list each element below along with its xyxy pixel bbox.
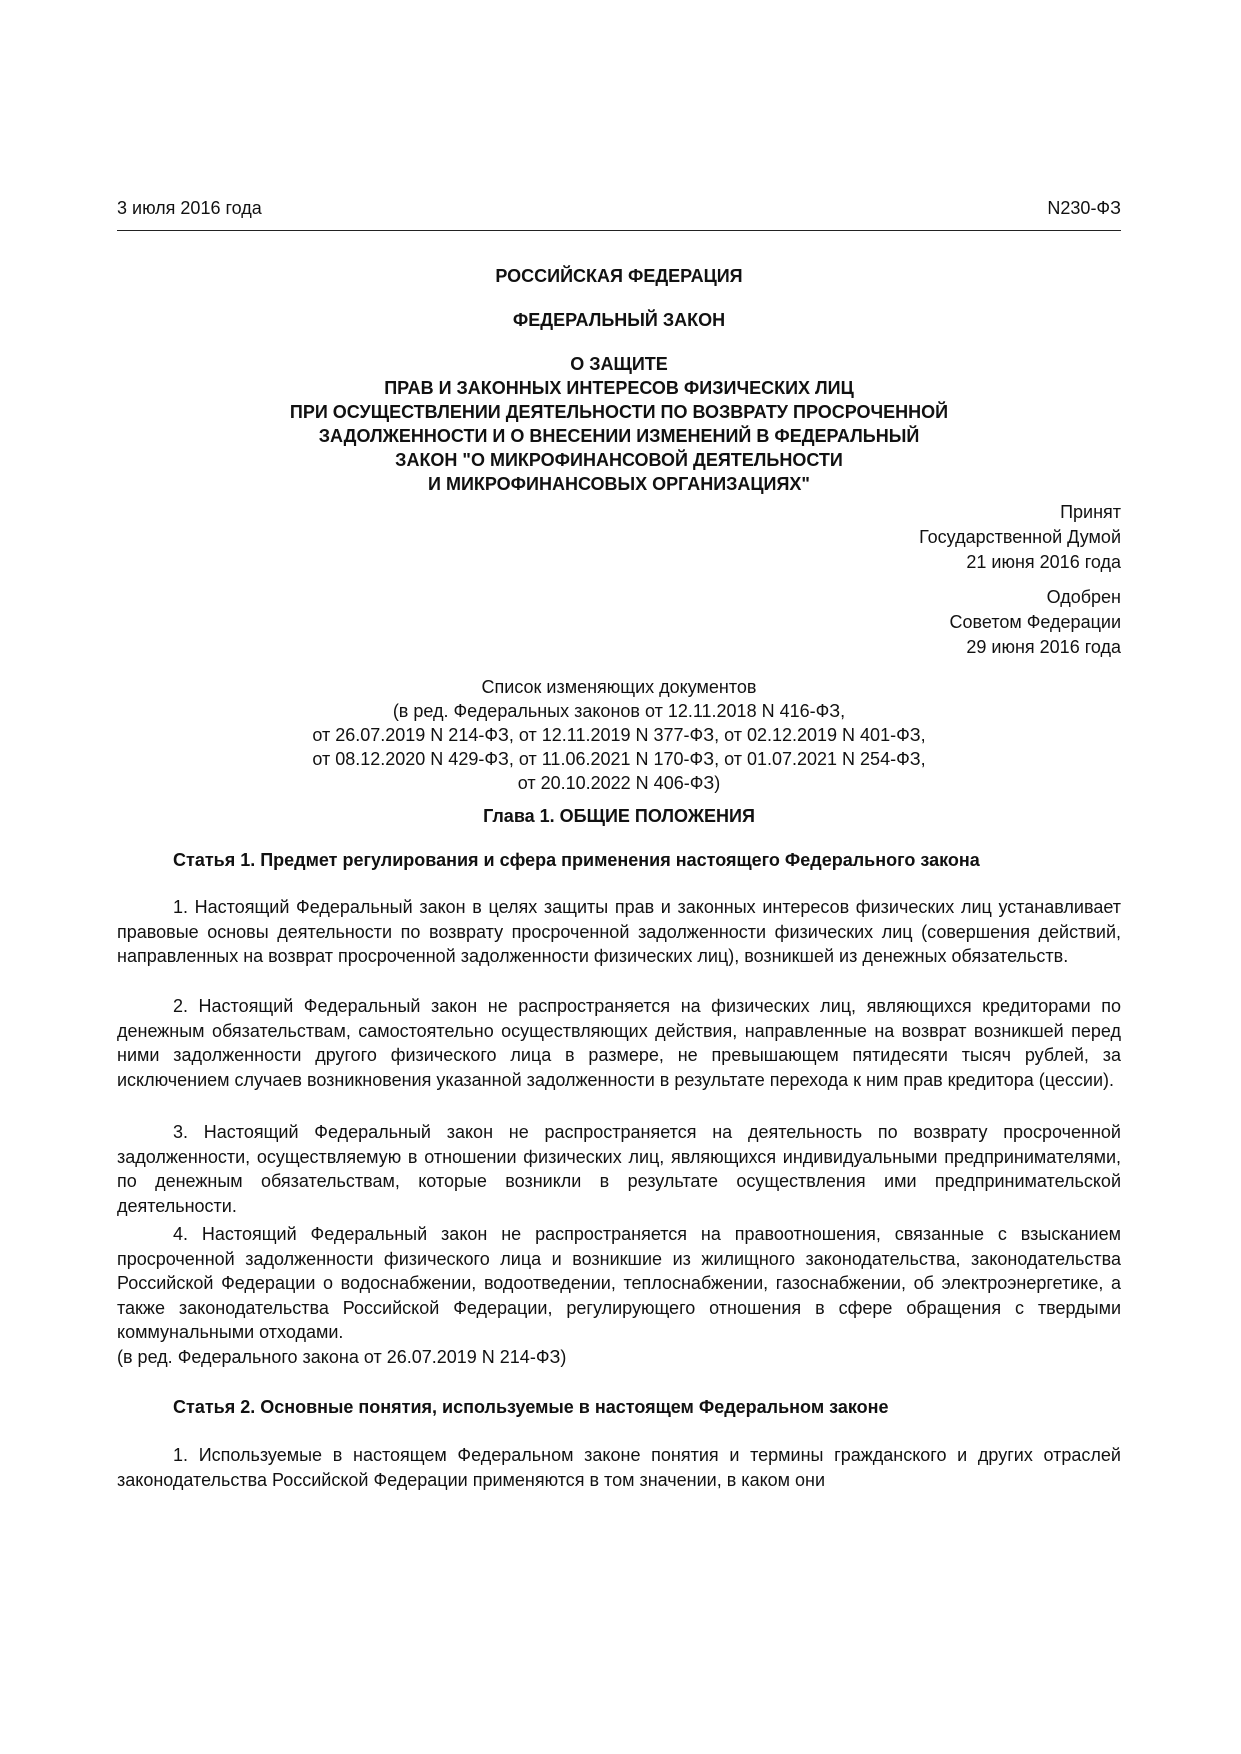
law-name-line: ЗАДОЛЖЕННОСТИ И О ВНЕСЕНИИ ИЗМЕНЕНИЙ В ФЕДЕРАЛЬНЫЙ [318,426,920,446]
country-title-text: РОССИЙСКАЯ ФЕДЕРАЦИЯ [495,266,743,286]
article2-paragraph-1: 1. Используемые в настоящем Федеральном законе понятия и термины гражданского и других отраслей законодательства Российской Федерации применяются в том значении, в каком они [117,1445,1121,1490]
doc-type-title [117,308,1121,333]
amendments-line: от 26.07.2019 N 214-ФЗ, от 12.11.2019 N 377-ФЗ, от 02.12.2019 N 401-ФЗ, [312,725,926,745]
amendments-line: Список изменяющих документов [481,677,757,697]
article1-paragraph-4: 4. Настоящий Федеральный закон не распространяется на правоотношения, связанные с взысканием просроченной задолженности физического лица и возникшие из жилищного законодательства, законодательства Российской Федерации о водоснабжении, водоотведении, теплоснабжении, газоснабжении, об электроэнергетике, а также законодательства Российской Федерации, регулирующего отношения в сфере обращения с твердыми коммунальными отходами. [117,1224,1121,1342]
law-name-line: О ЗАЩИТЕ [570,354,668,374]
amendments-line: от 20.10.2022 N 406-ФЗ) [517,773,721,793]
adopted-line: 21 июня 2016 года [966,552,1121,572]
article1-heading [173,848,1121,873]
article1-paragraph-4-note: (в ред. Федерального закона от 26.07.2019 N 214-ФЗ) [117,1347,567,1367]
chapter-heading [117,804,1121,829]
article1-paragraph-2: 2. Настоящий Федеральный закон не распространяется на физических лиц, являющихся кредиторами по денежным обязательствам, самостоятельно осуществляющих действия, направленные на возврат возникшей перед ними задолженности другого физического лица в размере, не превышающем пятидесяти тысяч рублей, за исключением случаев возникновения указанной задолженности в результате перехода к ним прав кредитора (цессии). [117,996,1121,1090]
approved-line: Советом Федерации [949,612,1121,632]
law-name-line: И МИКРОФИНАНСОВЫХ ОРГАНИЗАЦИЯХ" [428,474,810,494]
article1-paragraph-1: 1. Настоящий Федеральный закон в целях защиты прав и законных интересов физических лиц устанавливает правовые основы деятельности по возврату просроченной задолженности физических лиц (совершения действий, направленных на возврат просроченной задолженности физических лиц), возникшей из денежных обязательств. [117,897,1121,966]
law-name-line: ПРИ ОСУЩЕСТВЛЕНИИ ДЕЯТЕЛЬНОСТИ ПО ВОЗВРАТУ ПРОСРОЧЕННОЙ [289,402,949,422]
article1-paragraph-3: 3. Настоящий Федеральный закон не распространяется на деятельность по возврату просроченной задолженности, осуществляемую в отношении физических лиц, являющихся индивидуальными предпринимателями, по денежным обязательствам, которые возникли в результате осуществления ими предпринимательской деятельности. [117,1122,1121,1216]
article2-heading-text: Статья 2. Основные понятия, используемые в настоящем Федеральном законе [173,1397,889,1417]
approved-line: 29 июня 2016 года [966,637,1121,657]
law-name-line: ПРАВ И ЗАКОННЫХ ИНТЕРЕСОВ ФИЗИЧЕСКИХ ЛИЦ [384,378,854,398]
amendments-line: от 08.12.2020 N 429-ФЗ, от 11.06.2021 N 170-ФЗ, от 01.07.2021 N 254-ФЗ, [312,749,926,769]
adopted-line: Государственной Думой [919,527,1121,547]
amendments-line: (в ред. Федеральных законов от 12.11.2018 N 416-ФЗ, [392,701,846,721]
amendments-list [117,675,1121,795]
header-divider [117,230,1121,231]
law-name [117,352,1121,496]
article2-heading [173,1395,1121,1420]
country-title [117,264,1121,289]
article1-heading-text: Статья 1. Предмет регулирования и сфера применения настоящего Федерального закона [173,850,980,870]
chapter-heading-text: Глава 1. ОБЩИЕ ПОЛОЖЕНИЯ [483,806,755,826]
header-number: N230-ФЗ [1047,198,1121,218]
law-name-line: ЗАКОН "О МИКРОФИНАНСОВОЙ ДЕЯТЕЛЬНОСТИ [395,450,843,470]
adopted-line: Принят [1060,502,1121,522]
doc-type-text: ФЕДЕРАЛЬНЫЙ ЗАКОН [512,310,726,330]
approved-line: Одобрен [1046,587,1121,607]
header-date: 3 июля 2016 года [117,198,262,218]
approval-info [117,585,1121,660]
adoption-info [117,500,1121,575]
